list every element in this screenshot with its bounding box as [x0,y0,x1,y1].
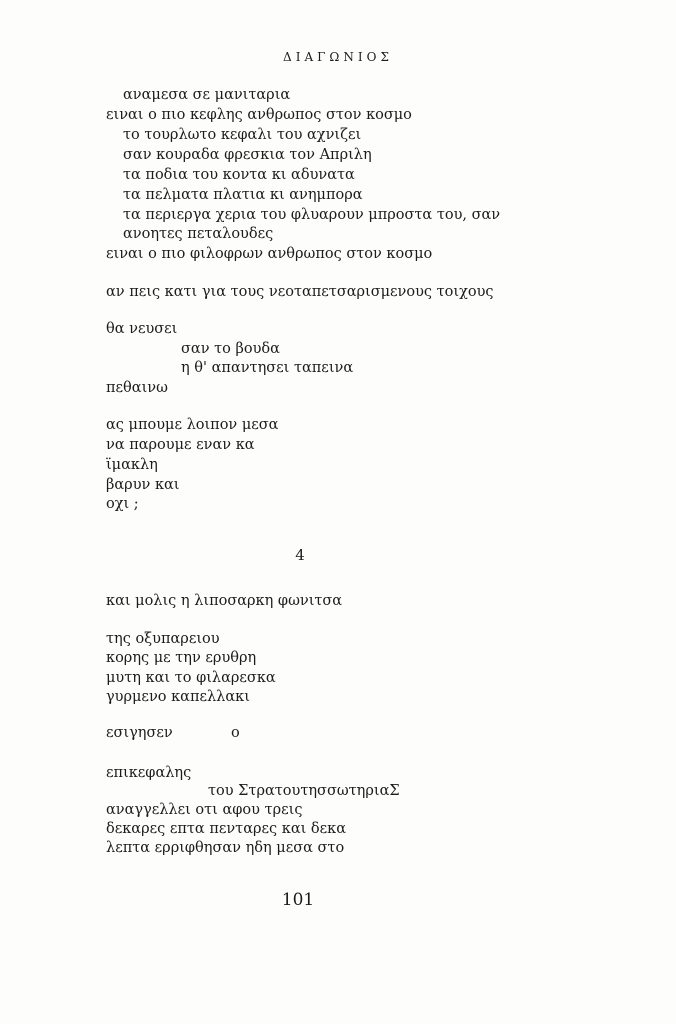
poem-line: λεπτα ερριφθησαν ηδη μεσα στο [106,840,345,856]
poem-line: ειναι ο πιο κεφλης ανθρωπος στον κοσμο [106,107,412,123]
poem-line: αν πεις κατι για τους νεοταπετσαρισμενους τοιχους [106,284,494,300]
poem-line: αναγγελλει οτι αφου τρεις [106,802,303,818]
poem-line: κορης με την ερυθρη [106,650,257,666]
poem-line: και μολις η λιποσαρκη φωνιτσα [106,593,343,609]
poem-word: ο [231,725,240,741]
poem-line: σαν κουραδα φρεσκια τον Απριλη [123,147,372,163]
poem-line: αναμεσα σε μανιταρια [123,87,291,103]
section-number: 4 [295,546,305,564]
poem-line: ας μπουμε λοιπον μεσα [106,417,279,433]
poem-line: να παρουμε εναν κα [106,437,255,453]
poem-line: σαν το βουδα [181,341,280,357]
poem-line: τα ποδια του κοντα κι αδυνατα [123,167,355,183]
running-header: ΔΙΑΓΩΝΙΟΣ [283,50,393,64]
poem-line: οχι ; [106,496,139,512]
page-number: 101 [281,890,315,910]
poem-line: βαρυν και [106,477,180,493]
poem-line: το τουρλωτο κεφαλι του αχνιζει [123,127,362,143]
poem-line: πεθαινω [106,380,168,396]
poem-line: επικεφαλης [106,765,192,781]
poem-line: ανοητες πεταλουδες [123,226,274,242]
poem-line: ειναι ο πιο φιλοφρων ανθρωπος στον κοσμο [106,246,433,262]
poem-line: τα περιεργα χερια του φλυαρουν μπροστα του, σαν [123,207,501,223]
poem-line: τα πελματα πλατια κι ανημπορα [123,187,363,203]
poem-line: θα νευσει [106,321,178,337]
poem-line: ϊμακλη [106,457,158,473]
poem-line: της οξυπαρειου [106,631,220,647]
poem-line: του ΣτρατουτησσωτηριαΣ [208,783,400,799]
poem-line: γυρμενο καπελλακι [106,689,250,705]
poem-line: δεκαρες επτα πενταρες και δεκα [106,821,347,837]
poem-word: εσιγησεν [106,725,173,741]
poem-line: μυτη και το φιλαρεσκα [106,670,276,686]
poem-line: η θ' απαντησει ταπεινα [181,360,354,376]
